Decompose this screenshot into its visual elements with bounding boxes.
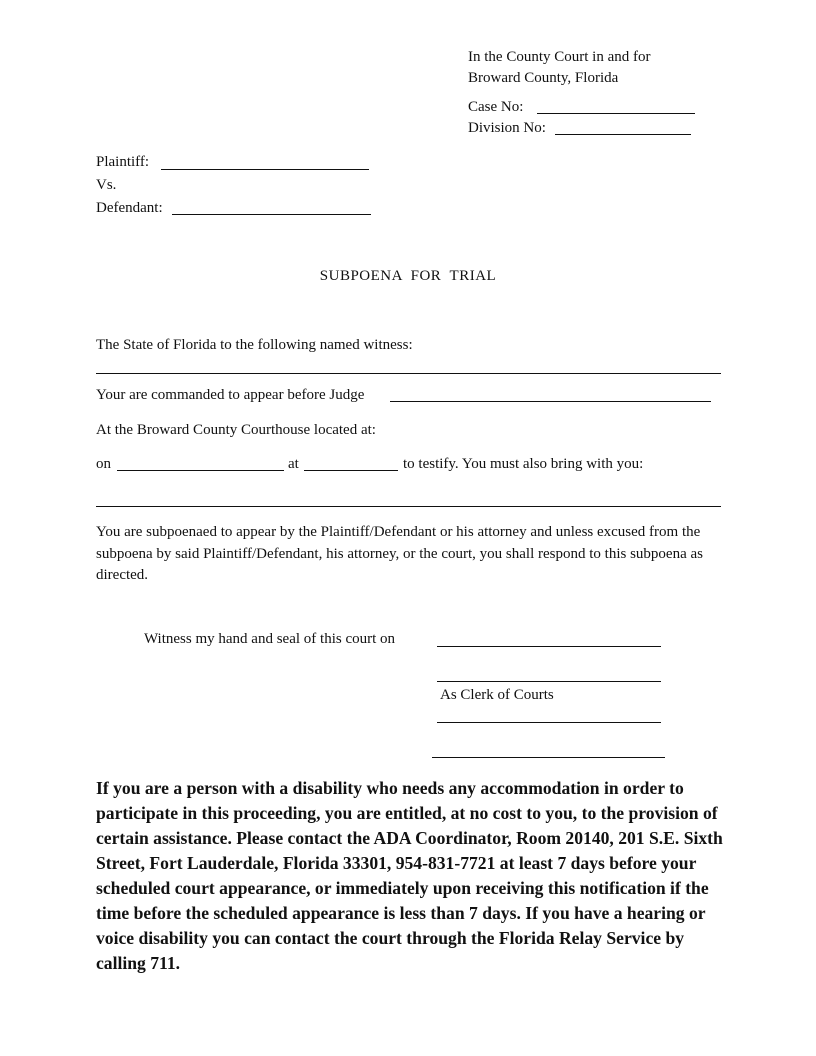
- court-name-line-2: Broward County, Florida: [468, 70, 619, 86]
- plaintiff-field[interactable]: [161, 169, 369, 170]
- division-no-label: Division No:: [468, 120, 546, 136]
- witness-hand-label: Witness my hand and seal of this court on: [144, 631, 396, 647]
- witness-line-label: The State of Florida to the following named witness:: [96, 337, 413, 353]
- items-to-bring-field[interactable]: [96, 506, 721, 507]
- division-no-field[interactable]: [555, 134, 691, 135]
- clerk-of-courts-label: As Clerk of Courts: [440, 687, 554, 703]
- seal-date-field[interactable]: [437, 646, 661, 647]
- ada-notice: If you are a person with a disability who needs any accommodation in order to participate in this proceeding, you are entitled, at no cost to you, to the provision of certain assistance. Please contact the ADA Coordinator, Room 20140, 201 S.E. Sixth Street, Fort Lauderdale, Florida 33301, 954-831-7721 at least 7 days before your scheduled court appearance, or immediately upon receiving this notification if the time before the scheduled appearance is less than 7 days. If you have a hearing or voice disability you can contact the court through the Florida Relay Service by calling 711.: [96, 778, 723, 973]
- case-no-field[interactable]: [537, 113, 695, 114]
- at-label: at: [288, 456, 299, 472]
- court-name-line-1: In the County Court in and for: [468, 49, 651, 65]
- subpoena-paragraph: You are subpoenaed to appear by the Plaintiff/Defendant or his attorney and unless excused from the subpoena by said Plaintiff/Defendant, his attorney, or the court, you shall respond to this subpoena as directed.: [96, 524, 703, 583]
- time-field[interactable]: [304, 470, 398, 471]
- defendant-label: Defendant:: [96, 200, 163, 216]
- plaintiff-label: Plaintiff:: [96, 154, 150, 170]
- date-field[interactable]: [117, 470, 284, 471]
- courthouse-line-label: At the Broward County Courthouse located at:: [96, 422, 376, 438]
- clerk-name-line[interactable]: [437, 722, 661, 723]
- document-title: SUBPOENA FOR TRIAL: [319, 268, 497, 284]
- on-label: on: [96, 456, 111, 472]
- clerk-signature-line[interactable]: [437, 681, 661, 682]
- vs-label: Vs.: [96, 177, 117, 193]
- judge-line-label: Your are commanded to appear before Judge: [96, 387, 365, 403]
- witness-name-field[interactable]: [96, 373, 721, 374]
- judge-name-field[interactable]: [390, 401, 711, 402]
- defendant-field[interactable]: [172, 214, 371, 215]
- testify-label: to testify. You must also bring with you:: [403, 456, 644, 472]
- deputy-clerk-line[interactable]: [432, 757, 665, 758]
- case-no-label: Case No:: [468, 99, 524, 115]
